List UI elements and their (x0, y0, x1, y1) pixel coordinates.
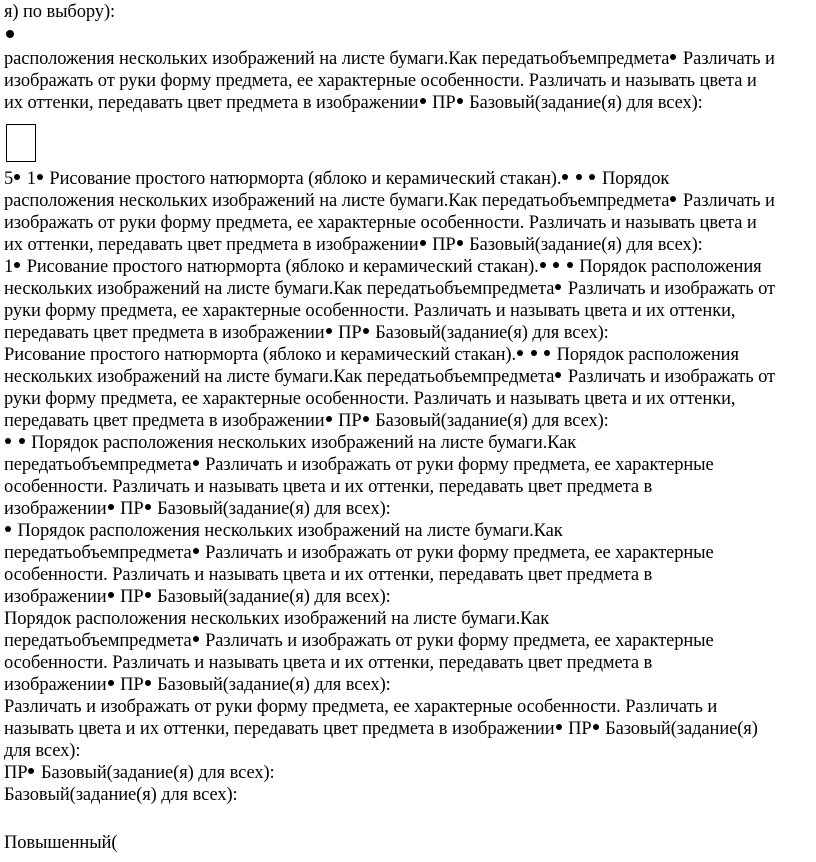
bullet-icon (540, 262, 546, 268)
text-line: 5 1 Рисование простого натюрморта (яблоко и керамический стакан). Порядок (4, 169, 670, 189)
bullet-icon (14, 174, 20, 180)
text-line: особенности. Различать и называть цвета и их оттенки, передавать цвет предмета в (4, 565, 653, 585)
text-line: изображать от руки форму предмета, ее характерные особенности. Различать и называть цвета и (4, 71, 757, 91)
bullet-icon (556, 724, 562, 730)
text-line: передатьобъемпредмета Различать и изображать от руки форму предмета, ее характерные (4, 455, 714, 475)
bullet-icon (670, 54, 676, 60)
text-line: руки форму предмета, ее характерные особенности. Различать и называть цвета и их оттенки, (4, 301, 736, 321)
text-line: изображать от руки форму предмета, ее характерные особенности. Различать и называть цвета и (4, 213, 757, 233)
text-line: передавать цвет предмета в изображении ПР Базовый(задание(я) для всех): (4, 323, 609, 343)
bullet-icon (108, 504, 114, 510)
text-line: нескольких изображений на листе бумаги.Как передатьобъемпредмета Различать и изображать от (4, 279, 776, 299)
bullet-icon (576, 174, 582, 180)
bullet-icon (5, 438, 11, 444)
bullet-icon (363, 416, 369, 422)
text-line: передавать цвет предмета в изображении ПР Базовый(задание(я) для всех): (4, 411, 609, 431)
bullet-icon (108, 592, 114, 598)
bullet-icon (5, 526, 11, 532)
bullet-icon (193, 460, 199, 466)
bullet-icon (14, 262, 20, 268)
empty-checkbox-icon (6, 124, 36, 162)
bullet-icon (193, 548, 199, 554)
bullet-icon (19, 438, 25, 444)
text-line: расположения нескольких изображений на листе бумаги.Как передатьобъемпредмета Различать и (4, 49, 775, 69)
text-line: называть цвета и их оттенки, передавать цвет предмета в изображении ПР Базовый(задание(я) (4, 719, 758, 739)
bullet-icon (420, 98, 426, 104)
bullet-icon (553, 262, 559, 268)
text-line: ПР Базовый(задание(я) для всех): (4, 763, 275, 783)
text-line: Базовый(задание(я) для всех): (4, 785, 238, 805)
bullet-icon (555, 372, 561, 378)
bullet-icon (555, 284, 561, 290)
bullet-icon (517, 350, 523, 356)
bullet-icon (420, 240, 426, 246)
text-line: Порядок расположения нескольких изображений на листе бумаги.Как (4, 609, 550, 629)
text-line: для всех): (4, 741, 81, 761)
text-line: их оттенки, передавать цвет предмета в изображении ПР Базовый(задание(я) для всех): (4, 235, 703, 255)
text-line: особенности. Различать и называть цвета и их оттенки, передавать цвет предмета в (4, 653, 653, 673)
bullet-icon (193, 636, 199, 642)
text-line: Рисование простого натюрморта (яблоко и керамический стакан). Порядок расположения (4, 345, 739, 365)
bullet-icon (145, 680, 151, 686)
text-line: изображении ПР Базовый(задание(я) для всех): (4, 499, 391, 519)
text-line: руки форму предмета, ее характерные особенности. Различать и называть цвета и их оттенки, (4, 389, 736, 409)
bullet-icon (37, 174, 43, 180)
text-line: 1 Рисование простого натюрморта (яблоко и керамический стакан). Порядок расположения (4, 257, 762, 277)
text-line: изображении ПР Базовый(задание(я) для всех): (4, 675, 391, 695)
text-line: Различать и изображать от руки форму предмета, ее характерные особенности. Различать и (4, 697, 718, 717)
bullet-icon (544, 350, 550, 356)
text-line: я) по выбору): (4, 2, 116, 22)
text-line: передатьобъемпредмета Различать и изображать от руки форму предмета, ее характерные (4, 631, 714, 651)
text-line: особенности. Различать и называть цвета и их оттенки, передавать цвет предмета в (4, 477, 653, 497)
document-page (4, 0, 812, 854)
bullet-icon (326, 416, 332, 422)
bullet-icon (567, 262, 573, 268)
bullet-icon (145, 592, 151, 598)
bullet-icon (593, 724, 599, 730)
bullet-icon (457, 240, 463, 246)
text-line: Порядок расположения нескольких изображений на листе бумаги.Как (4, 520, 812, 542)
text-line: изображении ПР Базовый(задание(я) для всех): (4, 587, 391, 607)
bullet-icon (531, 350, 537, 356)
bullet-icon (363, 328, 369, 334)
text-line: Повышенный( (4, 833, 118, 853)
text-line: расположения нескольких изображений на листе бумаги.Как передатьобъемпредмета Различать и (4, 191, 775, 211)
bullet-icon (145, 504, 151, 510)
text-line: нескольких изображений на листе бумаги.Как передатьобъемпредмета Различать и изображать от (4, 367, 776, 387)
bullet-icon (28, 768, 34, 774)
bullet-icon (457, 98, 463, 104)
text-line: Порядок расположения нескольких изображений на листе бумаги.Как (4, 432, 812, 454)
bullet-icon (326, 328, 332, 334)
bullet-icon (6, 30, 14, 38)
bullet-icon (670, 196, 676, 202)
text-line: их оттенки, передавать цвет предмета в изображении ПР Базовый(задание(я) для всех): (4, 93, 703, 113)
text-line: передатьобъемпредмета Различать и изображать от руки форму предмета, ее характерные (4, 543, 714, 563)
bullet-icon (108, 680, 114, 686)
bullet-icon (589, 174, 595, 180)
bullet-icon (562, 174, 568, 180)
